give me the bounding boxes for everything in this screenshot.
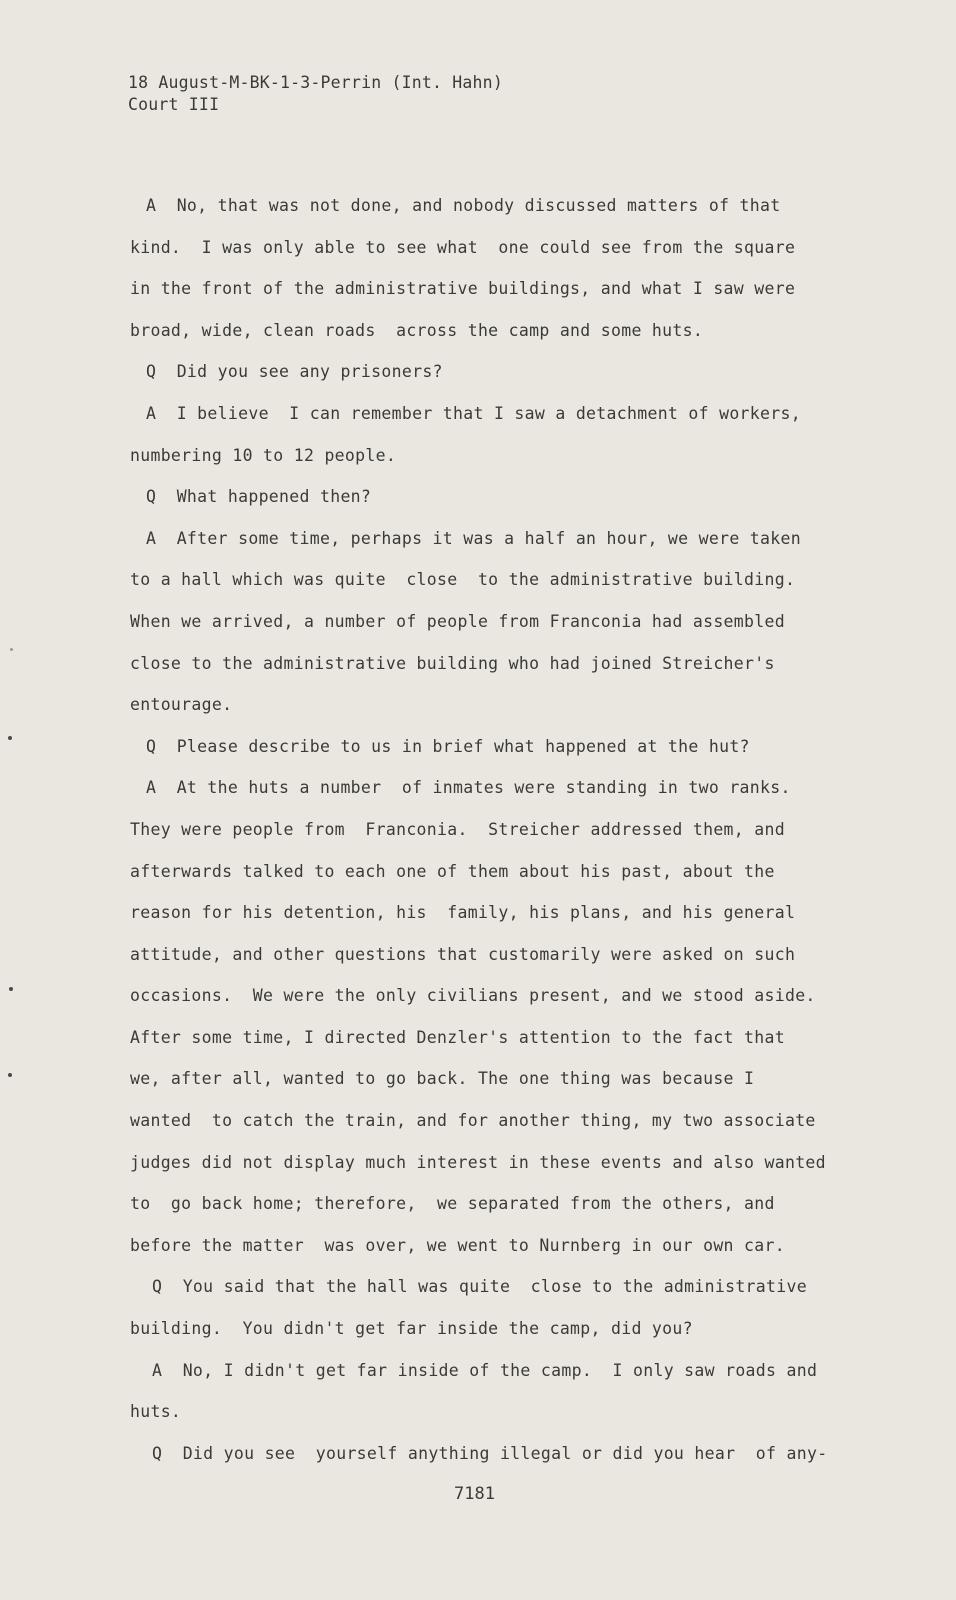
text-line: to a hall which was quite close to the administrative building. bbox=[130, 570, 796, 590]
page-number: 7181 bbox=[454, 1484, 495, 1504]
text-line: Q You said that the hall was quite close to the administrative bbox=[152, 1277, 807, 1297]
text-line: occasions. We were the only civilians present, and we stood aside. bbox=[130, 986, 816, 1006]
text-line: Q What happened then? bbox=[146, 487, 372, 507]
text-line: A No, I didn't get far inside of the camp. I only saw roads and bbox=[152, 1360, 818, 1380]
transcript-body bbox=[130, 185, 860, 1474]
text-line: huts. bbox=[130, 1402, 182, 1422]
text-line: entourage. bbox=[130, 695, 233, 715]
text-line: wanted to catch the train, and for another thing, my two associate bbox=[130, 1111, 816, 1131]
text-line: After some time, I directed Denzler's attention to the fact that bbox=[130, 1027, 785, 1047]
text-line: we, after all, wanted to go back. The one thing was because I bbox=[130, 1069, 755, 1089]
text-line: reason for his detention, his family, his plans, and his general bbox=[130, 903, 796, 923]
text-line: A At the huts a number of inmates were standing in two ranks. bbox=[146, 778, 791, 798]
header-court: Court III bbox=[128, 95, 220, 114]
text-line: attitude, and other questions that customarily were asked on such bbox=[130, 944, 796, 964]
text-line: A I believe I can remember that I saw a detachment of workers, bbox=[146, 403, 801, 423]
text-line: A After some time, perhaps it was a half an hour, we were taken bbox=[146, 528, 801, 548]
margin-speck bbox=[10, 648, 13, 651]
text-line: They were people from Franconia. Streicher addressed them, and bbox=[130, 819, 785, 839]
text-line: kind. I was only able to see what one could see from the square bbox=[130, 237, 796, 257]
text-line: judges did not display much interest in these events and also wanted bbox=[130, 1152, 826, 1172]
document-header bbox=[128, 72, 503, 116]
text-line: building. You didn't get far inside the camp, did you? bbox=[130, 1319, 693, 1339]
text-line: Q Please describe to us in brief what happened at the hut? bbox=[146, 736, 750, 756]
text-line: to go back home; therefore, we separated from the others, and bbox=[130, 1194, 775, 1214]
text-line: broad, wide, clean roads across the camp and some huts. bbox=[130, 320, 704, 340]
text-line: A No, that was not done, and nobody discussed matters of that bbox=[146, 196, 781, 215]
text-line: afterwards talked to each one of them about his past, about the bbox=[130, 861, 775, 881]
text-line: numbering 10 to 12 people. bbox=[130, 445, 397, 465]
text-line: close to the administrative building who had joined Streicher's bbox=[130, 653, 775, 673]
text-line: Q Did you see any prisoners? bbox=[146, 362, 443, 382]
header-reference: 18 August-M-BK-1-3-Perrin (Int. Hahn) bbox=[128, 73, 503, 92]
margin-speck bbox=[8, 1073, 12, 1077]
text-line: in the front of the administrative buildings, and what I saw were bbox=[130, 279, 796, 299]
margin-speck bbox=[9, 987, 13, 991]
text-line: before the matter was over, we went to Nurnberg in our own car. bbox=[130, 1235, 785, 1255]
text-line: Q Did you see yourself anything illegal or did you hear of any- bbox=[152, 1443, 828, 1463]
text-line: When we arrived, a number of people from Franconia had assembled bbox=[130, 611, 785, 631]
margin-speck bbox=[8, 736, 12, 740]
